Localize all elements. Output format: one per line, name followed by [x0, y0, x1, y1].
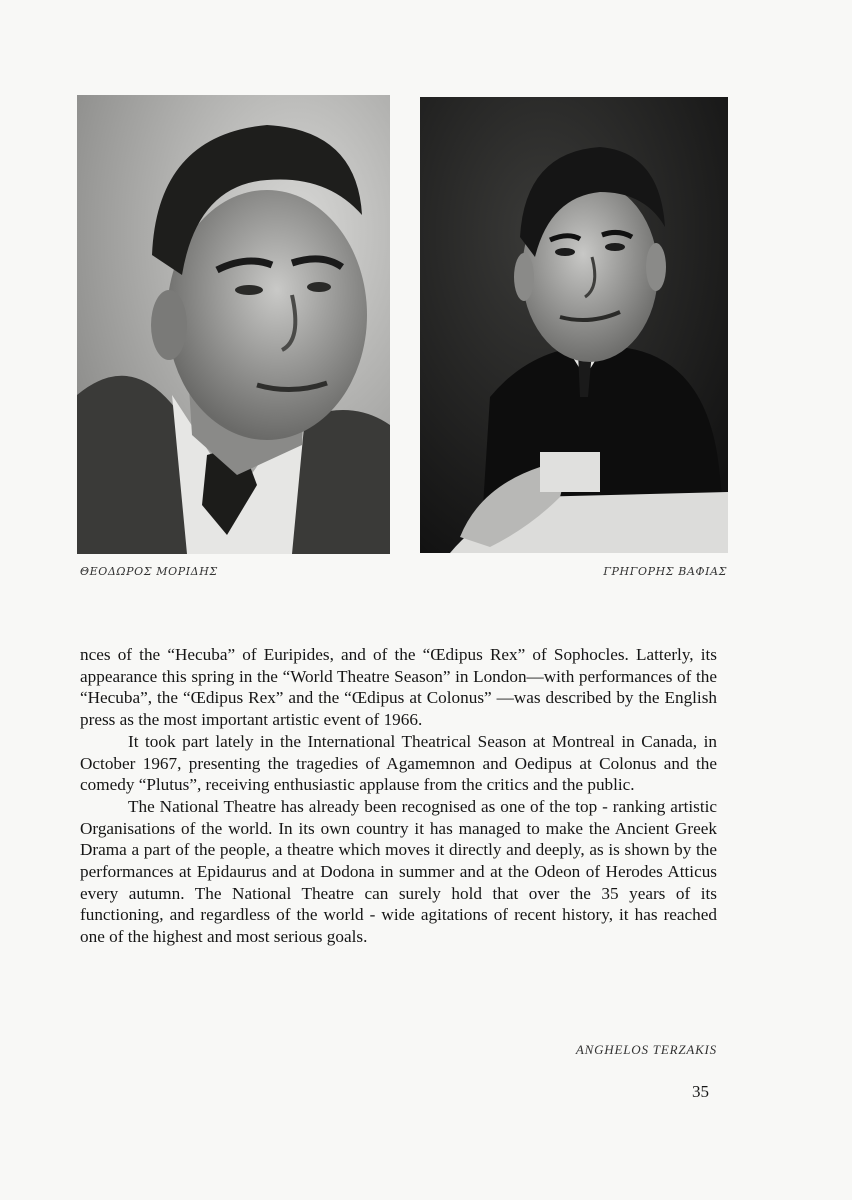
portrait-left-image — [77, 95, 390, 554]
page-number: 35 — [692, 1082, 709, 1101]
portrait-photo-right — [420, 97, 728, 553]
author-signature: ANGHELOS TERZAKIS — [575, 1042, 717, 1057]
article-body — [80, 644, 717, 948]
portrait-right-image — [420, 97, 728, 553]
photo-caption-left: ΘΕΟΔΩΡΟΣ ΜΟΡΙΔΗΣ — [80, 565, 218, 578]
photo-caption-right: ΓΡΗΓΟΡΗΣ ΒΑΦΙΑΣ — [603, 565, 727, 578]
article-paragraph: It took part lately in the International Theatrical Season at Montreal in Canada, in October 1967, presenting the tragedies of Agamemnon and Oedipus at Colonus and the comedy “Plutus”, receiving enthusiastic applause from the critics and the public. — [80, 731, 717, 795]
portrait-photo-left — [77, 95, 390, 554]
article-paragraph: nces of the “Hecuba” of Euripides, and of the “Œdipus Rex” of Sophocles. Latterly, its appearance this spring in the “World Theatre Season” in London—with performances of the “Hecuba”, the “Œdipus Rex” and the “Œdipus at Colonus” —was described by the English press as the most important artistic event of 1966. — [80, 645, 717, 730]
article-paragraph: The National Theatre has already been recognised as one of the top - ranking artistic Organisations of the world. In its own country it has managed to make the Ancient Greek Drama a part of the people, a theatre which moves it directly and deeply, as is shown by the performances at Epidaurus and at Dodona in summer and at the Odeon of Herodes Atticus every autumn. The National Theatre can surely hold that over the 35 years of its functioning, and regardless of the world - wide agitations of recent history, it has reached one of the highest and most serious goals. — [80, 796, 717, 947]
